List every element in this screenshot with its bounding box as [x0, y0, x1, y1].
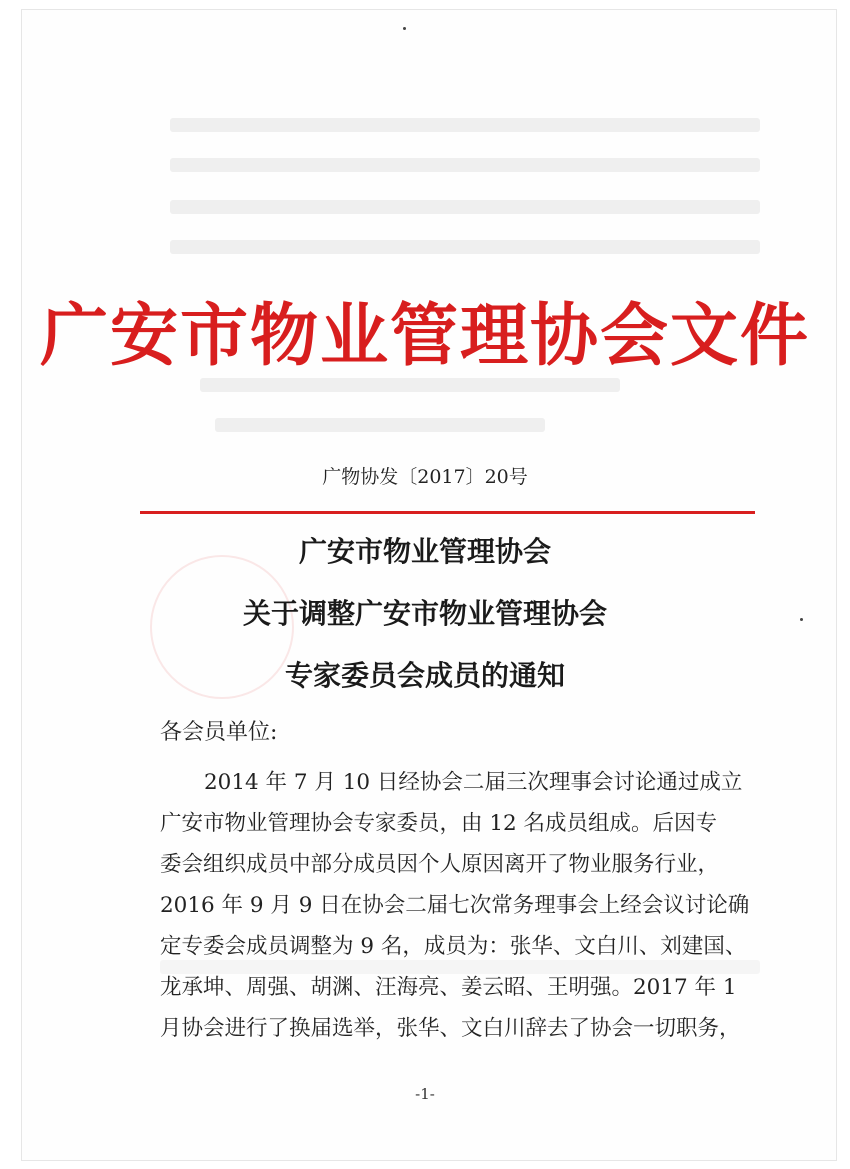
body-line: 月协会进行了换届选举，张华、文白川辞去了协会一切职务， — [160, 1016, 741, 1041]
notice-title-line-3: 专家委员会成员的通知 — [284, 659, 565, 692]
body-line: 定专委会成员调整为 9 名，成员为：张华、文白川、刘建国、 — [160, 934, 747, 959]
notice-title-line-1: 广安市物业管理协会 — [298, 535, 551, 568]
body-line: 2016 年 9 月 9 日在协会二届七次常务理事会上经会议讨论确 — [160, 893, 750, 918]
notice-title-line-2: 关于调整广安市物业管理协会 — [242, 597, 607, 630]
body-paragraph — [160, 762, 760, 1049]
body-line: 广安市物业管理协会专家委员，由 12 名成员组成。后因专 — [160, 811, 718, 836]
scan-speck — [403, 27, 406, 30]
red-divider-rule — [140, 511, 755, 514]
salutation: 各会员单位: — [160, 720, 278, 745]
org-header-title: 广安市物业管理协会文件 — [39, 296, 810, 376]
page-number: -1- — [415, 1085, 435, 1103]
body-line: 龙承坤、周强、胡渊、汪海亮、姜云昭、王明强。2017 年 1 — [160, 975, 737, 1000]
body-line: 委会组织成员中部分成员因个人原因离开了物业服务行业， — [160, 852, 720, 877]
document-number: 广物协发〔2017〕20号 — [322, 466, 528, 488]
body-line: 2014 年 7 月 10 日经协会二届三次理事会讨论通过成立 — [204, 770, 743, 795]
